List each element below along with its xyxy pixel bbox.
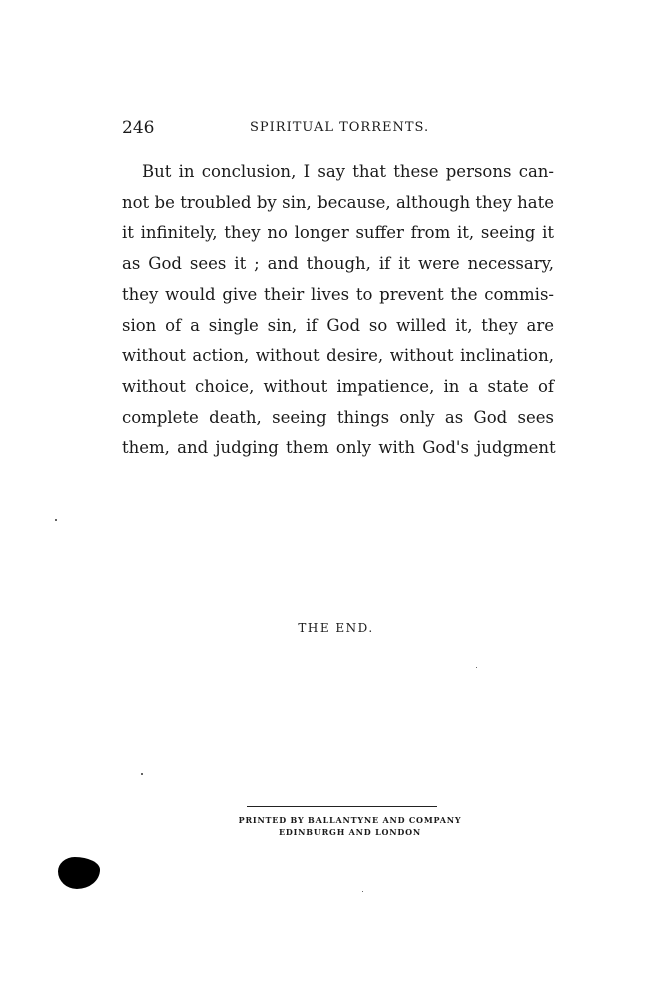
speck: [476, 667, 477, 668]
text-line: complete death, seeing things only as God sees: [122, 407, 554, 427]
text-line: them, and judging them only with God's judgment: [122, 438, 556, 458]
printer-colophon: [200, 814, 500, 838]
text-line: as God sees it ; and though, if it were necessary,: [122, 254, 554, 274]
speck: [362, 891, 363, 892]
text-line: sion of a single sin, if God so willed it, they are: [122, 315, 554, 335]
text-line: without action, without desire, without inclination,: [122, 346, 554, 366]
text-line: But in conclusion, I say that these persons can-: [142, 162, 554, 181]
body-paragraph: [122, 157, 554, 464]
text-line: they would give their lives to prevent the commis-: [122, 284, 554, 304]
printer-city-line: EDINBURGH AND LONDON: [278, 827, 422, 837]
text-line: it infinitely, they no longer suffer from it, seeing it: [122, 223, 554, 243]
ink-blot: [58, 857, 100, 889]
printer-line: PRINTED BY BALLANTYNE AND COMPANY: [238, 815, 462, 825]
running-head: [122, 118, 554, 140]
speck: [141, 773, 143, 775]
running-title: SPIRITUAL TORRENTS.: [250, 120, 430, 135]
text-line: without choice, without impatience, in a state of: [122, 376, 554, 396]
speck: [55, 519, 57, 521]
colophon-rule: [247, 806, 437, 807]
text-line: not be troubled by sin, because, although they hate: [122, 192, 554, 212]
the-end-label: THE END.: [298, 621, 374, 635]
page-number: 246: [122, 118, 155, 138]
